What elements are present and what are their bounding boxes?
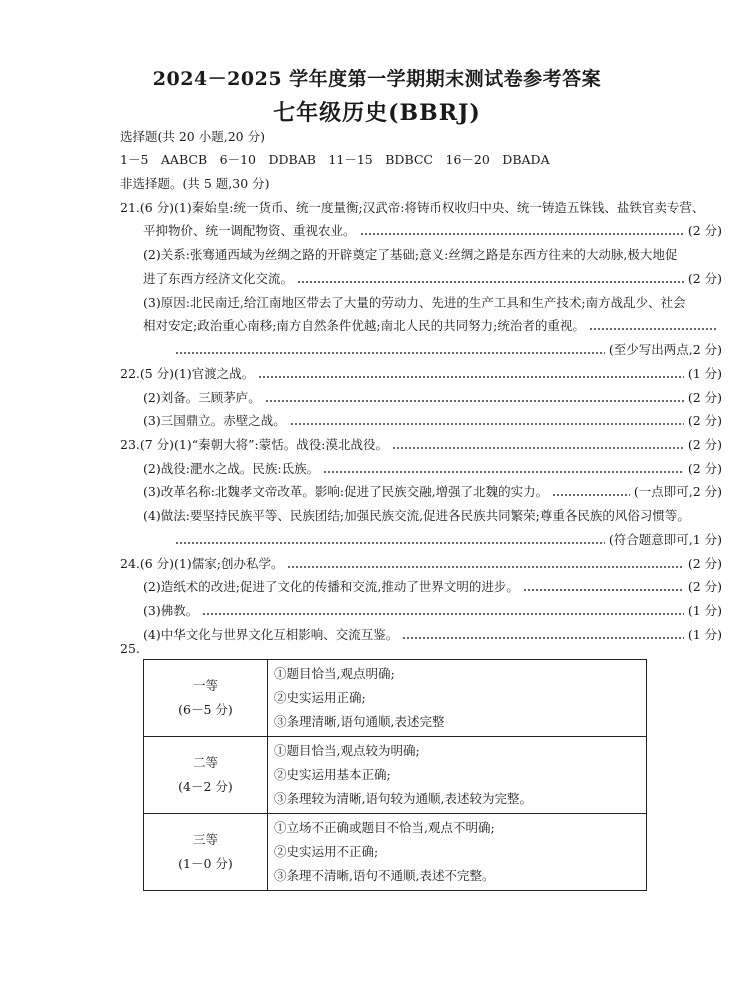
q24-line-1: [120, 555, 722, 573]
q25-label: 25.: [120, 641, 140, 656]
leader-dots: [202, 613, 684, 615]
leader-dots: [175, 542, 605, 544]
grade-criterion: ②史实运用正确;: [274, 690, 366, 705]
nonchoice-heading: 非选择题。(共 5 题,30 分): [120, 176, 270, 191]
q23-line-1-text: 23.(7 分)(1)“秦朝大将”:蒙恬。战役:漠北战役。: [120, 437, 388, 452]
grade-row-first: [144, 660, 647, 737]
grade-criteria-cell: [268, 660, 647, 737]
q21-line-5: (3)原因:北民南迁,给江南地区带去了大量的劳动力、先进的生产工具和生产技术;南方战乱少、社会: [143, 295, 686, 310]
leader-dots: [323, 471, 684, 473]
choice-answers: 1－5 AABCB 6－10 DDBAB 11－15 BDBCC 16－20 DBADA: [120, 152, 550, 167]
grade-level: 二等: [192, 755, 218, 770]
q23-line-3: [143, 483, 722, 501]
q24-line-3-text: (3)佛教。: [143, 603, 199, 618]
grade-row-second: [144, 737, 647, 814]
q22-line-3-text: (3)三国鼎立。赤壁之战。: [143, 413, 286, 428]
q23-line-1-score: (2 分): [687, 437, 722, 452]
q24-line-4: [143, 626, 722, 644]
leader-dots: [287, 566, 683, 568]
leader-dots: [290, 423, 684, 425]
grade-criterion: ①立场不正确或题目不恰当,观点不明确;: [274, 820, 495, 835]
leader-dots: [552, 494, 630, 496]
q22-line-3: [143, 412, 722, 430]
q24-line-4-text: (4)中华文化与世界文化互相影响、交流互鉴。: [143, 627, 399, 642]
q21-line-4-text: 进了东西方经济文化交流。: [143, 271, 294, 286]
grade-criteria-cell: [268, 814, 647, 891]
q21-line-6: [143, 317, 722, 335]
q23-line-3-score: (一点即可,2 分): [633, 484, 722, 499]
grade-level-cell: [144, 737, 268, 814]
grade-range: (1－0 分): [178, 856, 233, 871]
leader-dots: [523, 589, 684, 591]
q21-line-2: [143, 222, 722, 240]
q23-line-1: [120, 436, 722, 454]
q22-line-2-text: (2)刘备。三顾茅庐。: [143, 390, 261, 405]
q24-line-2-text: (2)造纸术的改进;促进了文化的传播和交流,推动了世界文明的进步。: [143, 579, 519, 594]
q24-line-3: [143, 602, 722, 620]
grade-range: (6－5 分): [178, 702, 233, 717]
grade-criterion: ②史实运用不正确;: [274, 844, 379, 859]
q23-line-5-score: (符合题意即可,1 分): [608, 532, 722, 547]
q22-line-3-score: (2 分): [687, 413, 722, 428]
q23-line-2-text: (2)战役:淝水之战。民族:氐族。: [143, 461, 320, 476]
q21-line-3: (2)关系:张骞通西域为丝绸之路的开辟奠定了基础;意义:丝绸之路是东西方往来的大动脉,极大地促: [143, 247, 678, 262]
grade-level: 三等: [192, 832, 218, 847]
leader-dots: [402, 637, 684, 639]
q23-line-4: (4)做法:要坚持民族平等、民族团结;加强民族交流,促进各民族共同繁荣;尊重各民族的风俗习惯等。: [143, 508, 690, 523]
q21-line-7-score: (至少写出两点,2 分): [608, 342, 722, 357]
choice-heading: 选择题(共 20 小题,20 分): [120, 129, 265, 144]
leader-dots: [589, 328, 718, 330]
q21-line-4: [143, 270, 722, 288]
q24-line-2-score: (2 分): [687, 579, 722, 594]
leader-dots: [297, 281, 684, 283]
q24-line-3-score: (1 分): [687, 603, 722, 618]
q23-line-5: [175, 531, 722, 549]
document-subtitle: 七年级历史(BBRJ): [273, 100, 481, 126]
grading-table: [143, 659, 647, 891]
grade-row-third: [144, 814, 647, 891]
grade-level: 一等: [192, 678, 218, 693]
q23-line-3-text: (3)改革名称:北魏孝文帝改革。影响:促进了民族交融,增强了北魏的实力。: [143, 484, 549, 499]
q22-line-1-text: 22.(5 分)(1)官渡之战。: [120, 366, 255, 381]
q22-line-1: [120, 365, 722, 383]
grade-range: (4－2 分): [178, 779, 233, 794]
q24-line-2: [143, 578, 722, 596]
grade-criterion: ①题目恰当,观点较为明确;: [274, 743, 420, 758]
q22-line-2: [143, 389, 722, 407]
leader-dots: [265, 400, 684, 402]
q21-line-7: [175, 341, 722, 359]
q21-line-1: 21.(6 分)(1)秦始皇:统一货币、统一度量衡;汉武帝:将铸币权收归中央、统一铸造五铢钱、盐铁官卖专营、: [120, 200, 705, 215]
q23-line-2-score: (2 分): [687, 461, 722, 476]
q21-line-2-text: 平抑物价、统一调配物资、重视农业。: [143, 223, 356, 238]
q24-line-4-score: (1 分): [687, 627, 722, 642]
document-title: 2024－2025 学年度第一学期期末测试卷参考答案: [152, 68, 602, 90]
q21-line-4-score: (2 分): [687, 271, 722, 286]
grade-criterion: ②史实运用基本正确;: [274, 767, 391, 782]
grade-criterion: ③条理不清晰,语句不通顺,表述不完整。: [274, 868, 495, 883]
leader-dots: [392, 447, 684, 449]
q22-line-1-score: (1 分): [687, 366, 722, 381]
leader-dots: [175, 352, 605, 354]
leader-dots: [258, 376, 684, 378]
grade-level-cell: [144, 814, 268, 891]
q21-line-2-score: (2 分): [687, 223, 722, 238]
grade-criterion: ①题目恰当,观点明确;: [274, 666, 395, 681]
q23-line-2: [143, 460, 722, 478]
grade-level-cell: [144, 660, 268, 737]
q24-line-1-text: 24.(6 分)(1)儒家;创办私学。: [120, 556, 284, 571]
q24-line-1-score: (2 分): [687, 556, 722, 571]
grade-criterion: ③条理清晰,语句通顺,表述完整: [274, 714, 445, 729]
q22-line-2-score: (2 分): [687, 390, 722, 405]
grade-criteria-cell: [268, 737, 647, 814]
q21-line-6-text: 相对安定;政治重心南移;南方自然条件优越;南北人民的共同努力;统治者的重视。: [143, 318, 585, 333]
grade-criterion: ③条理较为清晰,语句较为通顺,表述较为完整。: [274, 791, 532, 806]
leader-dots: [360, 233, 684, 235]
